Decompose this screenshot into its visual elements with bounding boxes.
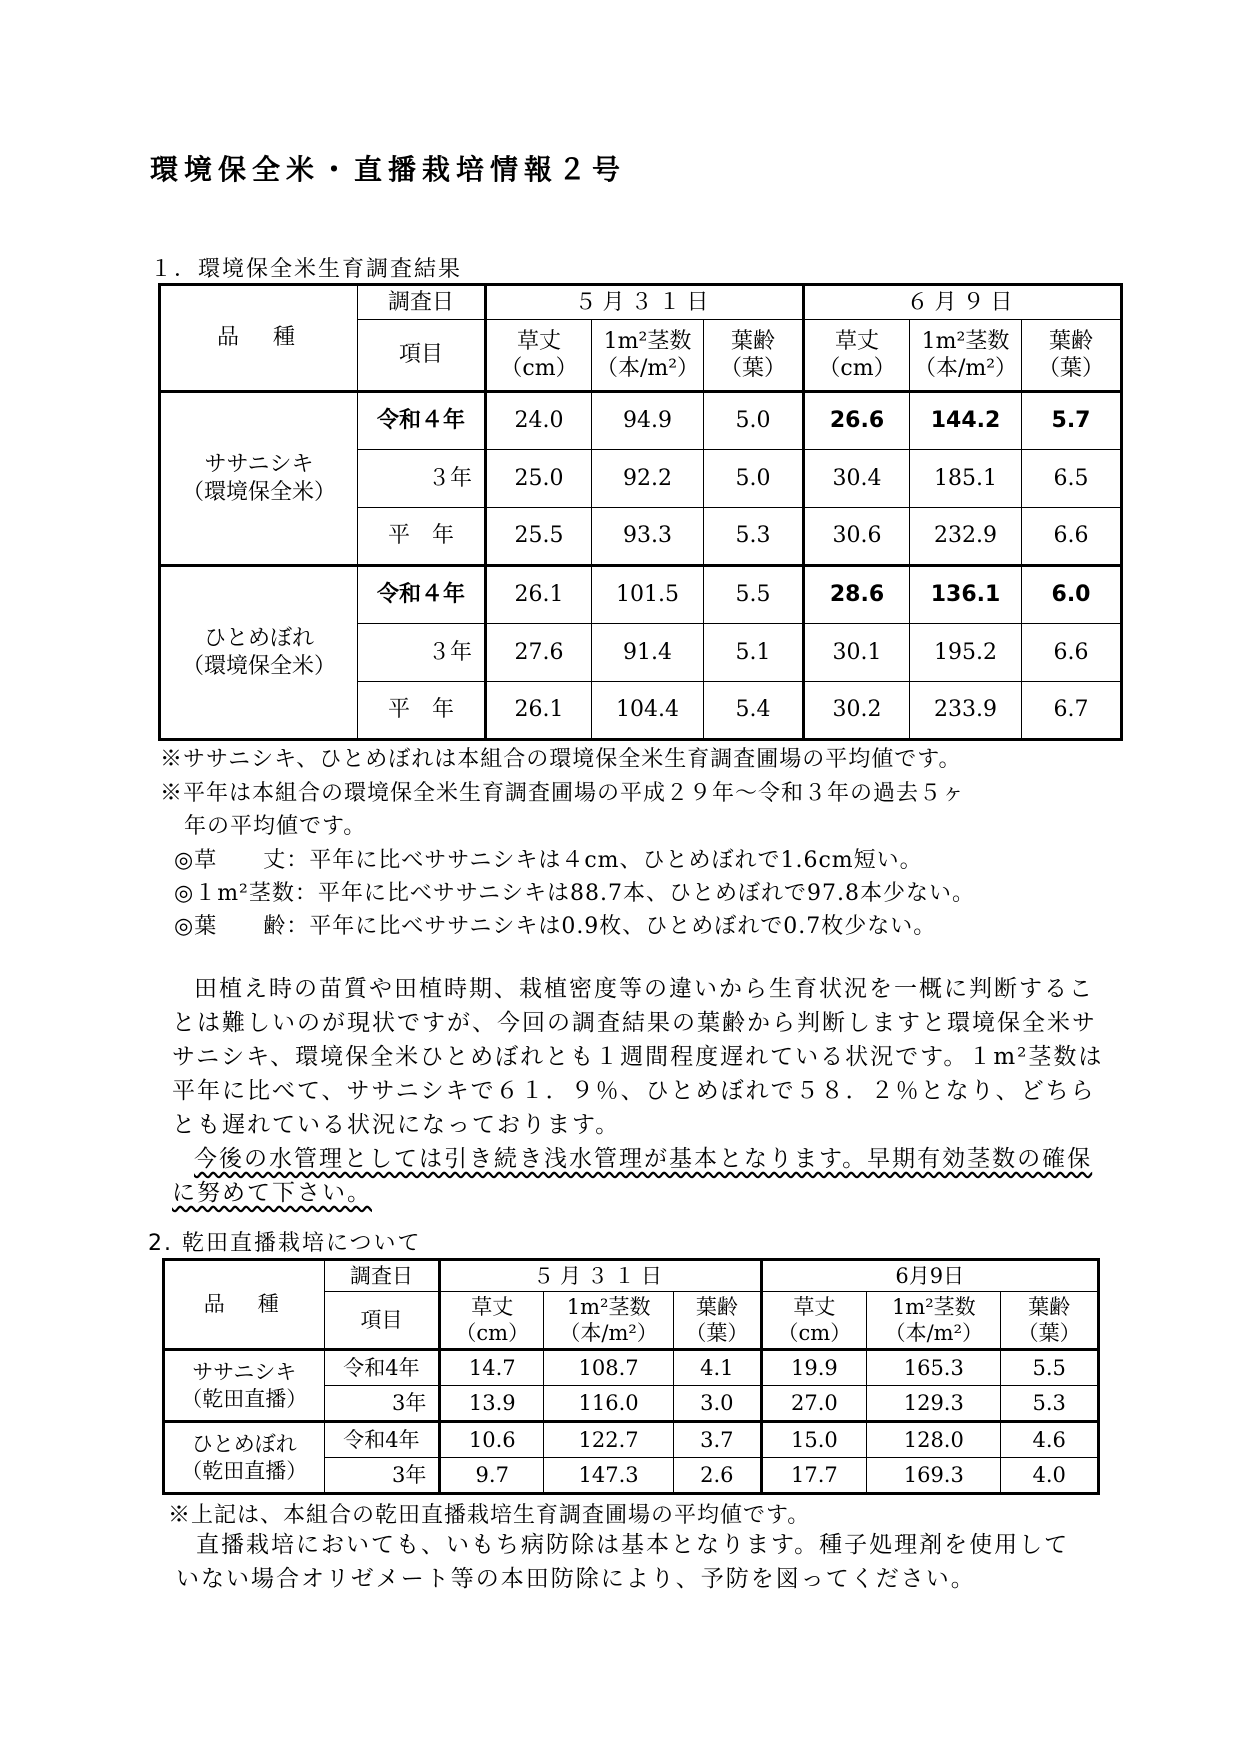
table-cell: 28.6 [804, 566, 910, 624]
date2-header: 6月9日 [761, 1260, 1098, 1292]
table-cell: 101.5 [592, 566, 704, 624]
table-cell: 6.5 [1022, 450, 1122, 508]
table-cell: 14.7 [440, 1350, 544, 1386]
row-label: 3年 [324, 1386, 440, 1422]
col-height-header: 草丈 （cm） [486, 320, 592, 392]
table-cell: 3.0 [674, 1386, 761, 1422]
table-cell: 122.7 [544, 1422, 674, 1458]
emphasis-text: 今後の水管理としては引き続き浅水管理が基本となります。早期有効茎数の確保 [194, 1146, 1093, 1172]
row-label: ３年 [358, 450, 486, 508]
table-cell: 10.6 [440, 1422, 544, 1458]
table-cell: 5.3 [704, 508, 804, 566]
section1-heading: １．環境保全米生育調査結果 [150, 257, 463, 282]
table-cell: 5.0 [704, 392, 804, 450]
table-cell: 26.1 [486, 682, 592, 740]
item-label-header: 項目 [324, 1292, 440, 1350]
col-height-header: 草丈 （cm） [440, 1292, 544, 1350]
table-cell: 104.4 [592, 682, 704, 740]
note-line: ※ササニシキ、ひとめぼれは本組合の環境保全米生育調査圃場の平均値です。 [160, 747, 962, 772]
summary-leaf-age: ◎葉 齢：平年に比べササニシキは0.9枚、ひとめぼれで0.7枚少ない。 [174, 914, 937, 939]
table-cell: 30.4 [804, 450, 910, 508]
table-cell: 9.7 [440, 1458, 544, 1494]
table-cell: 147.3 [544, 1458, 674, 1494]
table-cell: 2.6 [674, 1458, 761, 1494]
table-cell: 6.7 [1022, 682, 1122, 740]
variety-header: 品 種 [164, 1260, 325, 1350]
variety-name: ひとめぼれ （乾田直播） [164, 1422, 325, 1494]
table-cell: 92.2 [592, 450, 704, 508]
body-paragraph: 田植え時の苗質や田植時期、栽植密度等の違いから生育状況を一概に判断するこ とは難しいのが現状ですが、今回の調査結果の葉齢から判断しますと環境保全米サ サニシキ、環境保全米ひとめぼれとも１週間程度遅れている状況です。１m²茎数は 平年に比べて、ササニシキで６１．９％、ひとめぼれで５８．２％となり、どちら とも遅れている状況になっております。 今後の水管理としては引き続き浅水管理が基本となります。早期有効茎数の確保 に努めて下さい。 [172, 976, 1104, 1206]
table-cell: 6.6 [1022, 624, 1122, 682]
table-cell: 5.7 [1022, 392, 1122, 450]
note-line: ※上記は、本組合の乾田直播栽培生育調査圃場の平均値です。 [168, 1503, 811, 1528]
table-cell: 19.9 [761, 1350, 867, 1386]
table-cell: 91.4 [592, 624, 704, 682]
col-leaf-header: 葉齢 （葉） [704, 320, 804, 392]
table-cell: 116.0 [544, 1386, 674, 1422]
col-height-header: 草丈 （cm） [804, 320, 910, 392]
note-line: ※平年は本組合の環境保全米生育調査圃場の平成２９年～令和３年の過去５ヶ [160, 781, 966, 806]
row-label: 令和4年 [324, 1422, 440, 1458]
row-label: 令和４年 [358, 566, 486, 624]
table-cell: 169.3 [867, 1458, 1001, 1494]
table-cell: 26.1 [486, 566, 592, 624]
direct-seeding-table [162, 1258, 1100, 1495]
table-cell: 5.4 [704, 682, 804, 740]
table-cell: 26.6 [804, 392, 910, 450]
table-cell: 128.0 [867, 1422, 1001, 1458]
table-cell: 13.9 [440, 1386, 544, 1422]
date1-header: ５月３１日 [440, 1260, 761, 1292]
emphasis-text: に努めて下さい。 [172, 1180, 372, 1206]
table-cell: 30.1 [804, 624, 910, 682]
table-cell: 232.9 [910, 508, 1022, 566]
table-cell: 93.3 [592, 508, 704, 566]
row-label: 令和４年 [358, 392, 486, 450]
date-label-header: 調査日 [358, 285, 486, 320]
row-label: 平 年 [358, 508, 486, 566]
table-cell: 195.2 [910, 624, 1022, 682]
date2-header: ６月９日 [804, 285, 1122, 320]
row-label: 平 年 [358, 682, 486, 740]
date-label-header: 調査日 [324, 1260, 440, 1292]
document-title: 環境保全米・直播栽培情報２号 [150, 153, 627, 186]
table-cell: 30.6 [804, 508, 910, 566]
table-cell: 185.1 [910, 450, 1022, 508]
table-cell: 5.5 [1001, 1350, 1099, 1386]
table-cell: 5.3 [1001, 1386, 1099, 1422]
table-cell: 94.9 [592, 392, 704, 450]
table-cell: 233.9 [910, 682, 1022, 740]
table-cell: 4.6 [1001, 1422, 1099, 1458]
table-cell: 3.7 [674, 1422, 761, 1458]
col-leaf-header: 葉齢 （葉） [674, 1292, 761, 1350]
table-cell: 5.0 [704, 450, 804, 508]
body-paragraph: 直播栽培においても、いもち病防除は基本となります。種子処理剤を使用して いない場合オリゼメート等の本田防除により、予防を図ってください。 [176, 1532, 1070, 1592]
col-stems-header: 1m²茎数 （本/m²） [544, 1292, 674, 1350]
col-leaf-header: 葉齢 （葉） [1001, 1292, 1099, 1350]
col-stems-header: 1m²茎数 （本/m²） [910, 320, 1022, 392]
variety-name: ササニシキ （乾田直播） [164, 1350, 325, 1422]
row-label: 3年 [324, 1458, 440, 1494]
table-cell: 136.1 [910, 566, 1022, 624]
variety-name: ササニシキ （環境保全米） [160, 392, 358, 566]
col-height-header: 草丈 （cm） [761, 1292, 867, 1350]
col-leaf-header: 葉齢 （葉） [1022, 320, 1122, 392]
row-label: 令和4年 [324, 1350, 440, 1386]
table-cell: 6.0 [1022, 566, 1122, 624]
summary-height: ◎草 丈：平年に比べササニシキは４cm、ひとめぼれで1.6cm短い。 [174, 848, 923, 873]
table-cell: 30.2 [804, 682, 910, 740]
table-cell: 129.3 [867, 1386, 1001, 1422]
table-cell: 6.6 [1022, 508, 1122, 566]
table-cell: 17.7 [761, 1458, 867, 1494]
table-cell: 165.3 [867, 1350, 1001, 1386]
variety-header: 品 種 [160, 285, 358, 392]
col-stems-header: 1m²茎数 （本/m²） [592, 320, 704, 392]
table-cell: 15.0 [761, 1422, 867, 1458]
col-stems-header: 1m²茎数 （本/m²） [867, 1292, 1001, 1350]
table-cell: 27.0 [761, 1386, 867, 1422]
date1-header: ５月３１日 [486, 285, 804, 320]
env-rice-growth-table [158, 283, 1123, 741]
summary-stems: ◎１m²茎数：平年に比べササニシキは88.7本、ひとめぼれで97.8本少ない。 [174, 881, 975, 906]
note-line: 年の平均値です。 [184, 814, 367, 839]
row-label: ３年 [358, 624, 486, 682]
table-cell: 25.5 [486, 508, 592, 566]
table-cell: 108.7 [544, 1350, 674, 1386]
table-cell: 25.0 [486, 450, 592, 508]
table-cell: 5.1 [704, 624, 804, 682]
item-label-header: 項目 [358, 320, 486, 392]
section2-heading: 2. 乾田直播栽培について [148, 1231, 422, 1256]
table-cell: 24.0 [486, 392, 592, 450]
variety-name: ひとめぼれ （環境保全米） [160, 566, 358, 740]
table-cell: 5.5 [704, 566, 804, 624]
table-cell: 27.6 [486, 624, 592, 682]
table-cell: 4.1 [674, 1350, 761, 1386]
table-cell: 4.0 [1001, 1458, 1099, 1494]
table-cell: 144.2 [910, 392, 1022, 450]
